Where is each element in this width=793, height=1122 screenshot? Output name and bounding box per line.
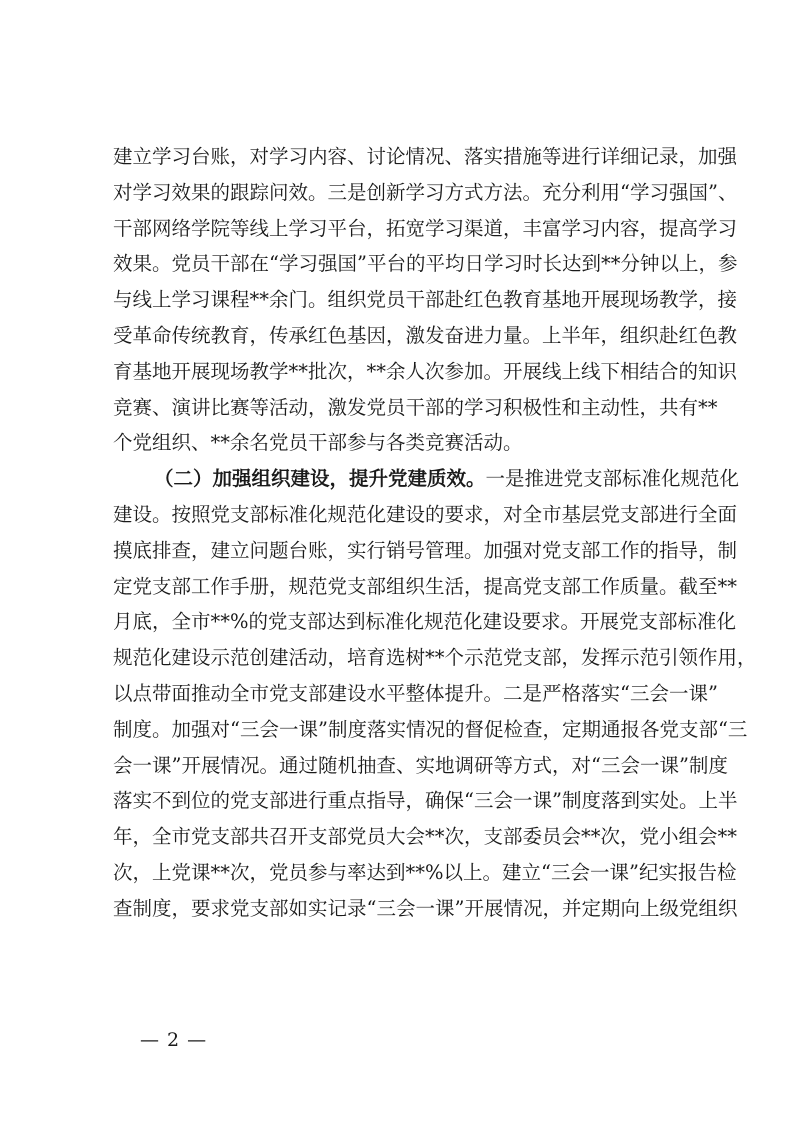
body-text-line: 查制度，要求党支部如实记录“三会一课”开展情况，并定期向上级党组织 (113, 896, 738, 920)
body-text-line: 制度。加强对“三会一课”制度落实情况的督促检查，定期通报各党支部“三 (113, 717, 748, 741)
body-text-line: 规范化建设示范创建活动，培育选树**个示范党支部，发挥示范引领作用， (113, 646, 757, 670)
body-text-line: 摸底排查，建立问题台账，实行销号管理。加强对党支部工作的指导，制 (113, 538, 738, 562)
section-heading: （二）加强组织建设，提升党建质效。 (154, 467, 486, 491)
body-text-line: 效果。党员干部在“学习强国”平台的平均日学习时长达到**分钟以上，参 (113, 252, 738, 276)
body-text-line: 与线上学习课程**余门。组织党员干部赴红色教育基地开展现场教学，接 (113, 288, 738, 312)
body-text-line: 年，全市党支部共召开支部党员大会**次，支部委员会**次，党小组会** (113, 825, 738, 849)
body-text-line: 建立学习台账，对学习内容、讨论情况、落实措施等进行详细记录，加强 (113, 145, 738, 168)
body-text-line: 次，上党课**次，党员参与率达到**%以上。建立“三会一课”纪实报告检 (113, 860, 737, 884)
body-text-line: 干部网络学院等线上学习平台，拓宽学习渠道，丰富学习内容，提高学习 (113, 216, 738, 240)
body-text-line: 以点带面推动全市党支部建设水平整体提升。二是严格落实“三会一课” (113, 681, 718, 705)
body-text-line: 定党支部工作手册，规范党支部组织生活，提高党支部工作质量。截至** (113, 574, 738, 598)
body-text-line: 竞赛、演讲比赛等活动，激发党员干部的学习积极性和主动性，共有** (113, 395, 718, 419)
section-heading-line (113, 461, 740, 497)
body-text-line: 月底，全市**%的党支部达到标准化规范化建设要求。开展党支部标准化 (113, 610, 737, 634)
body-text-line: 落实不到位的党支部进行重点指导，确保“三会一课”制度落到实处。上半 (113, 789, 738, 813)
body-text-line: 个党组织、**余名党员干部参与各类竞赛活动。 (113, 431, 523, 455)
body-text-line: 会一课”开展情况。通过随机抽查、实地调研等方式，对“三会一课”制度 (113, 753, 728, 777)
body-text-line: 受革命传统教育，传承红色基因，激发奋进力量。上半年，组织赴红色教 (113, 323, 738, 347)
body-text-line: 对学习效果的跟踪问效。三是创新学习方式方法。充分利用“学习强国”、 (113, 180, 738, 204)
document-body (113, 139, 757, 927)
page-number: — 2 — (140, 1029, 208, 1051)
body-text-span: 一是推进党支部标准化规范化 (485, 467, 740, 491)
body-text-line: 育基地开展现场教学**批次，**余人次参加。开展线上线下相结合的知识 (113, 359, 738, 383)
body-text-line: 建设。按照党支部标准化规范化建设的要求，对全市基层党支部进行全面 (113, 502, 738, 526)
